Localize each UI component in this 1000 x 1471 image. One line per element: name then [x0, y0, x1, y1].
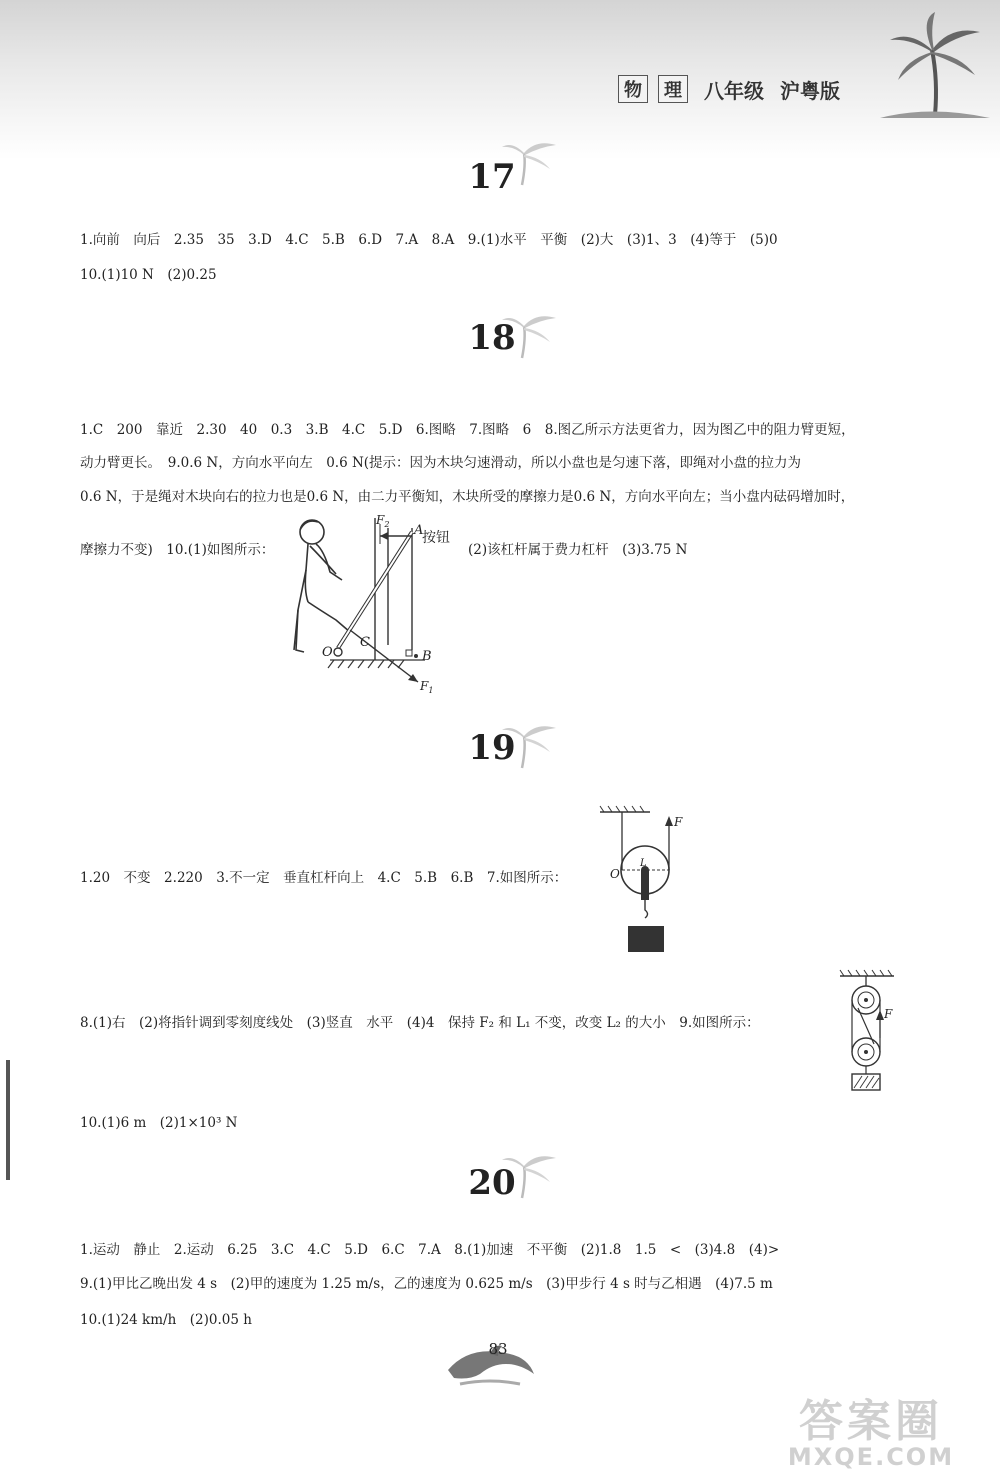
force-label: F: [674, 815, 683, 829]
answer-line: 9.(1)甲比乙晚出发 4 s (2)甲的速度为 1.25 m/s，乙的速度为 0.625 m/s (3)甲步行 4 s 时与乙相遇 (4)7.5 m: [80, 1276, 773, 1292]
button-label: 按钮: [422, 530, 450, 546]
watermark-bottom: MXQE.COM: [787, 1443, 955, 1471]
answer-line: 动力臂更长。 9.0.6 N，方向水平向左 0.6 N(提示：因为木块匀速滑动，所以小盘也是匀速下落，即绳对小盘的拉力为: [80, 455, 802, 471]
point-o-label: O: [322, 645, 333, 660]
answer-line: 1.20 不变 2.220 3.不一定 垂直杠杆向上 4.C 5.B 6.B 7.如图所示：: [80, 870, 568, 886]
section-number: 20: [468, 1163, 516, 1203]
arm-label: L: [640, 858, 647, 869]
person-figure: [294, 520, 350, 652]
answer-line: 8.(1)右 (2)将指针调到零刻度线处 (3)竖直 水平 (4)4 保持 F₂ 和 L₁ 不变，改变 L₂ 的大小 9.如图所示：: [80, 1015, 760, 1031]
answer-line: 0.6 N，于是绳对木块向右的拉力也是0.6 N，由二力平衡知，木块所受的摩擦力是0.6 N，方向水平向左；当小盘内砝码增加时，: [80, 489, 855, 505]
subject-char-box: 物: [618, 75, 648, 103]
answer-line: 10.(1)10 N (2)0.25: [80, 267, 217, 283]
point-a-label: A: [414, 523, 424, 538]
section-number: 18: [468, 318, 516, 358]
answer-line: 1.向前 向后 2.35 35 3.D 4.C 5.B 6.D 7.A 8.A 9.(1)水平 平衡 (2)大 (3)1、3 (4)等于 (5)0: [80, 232, 778, 248]
force-f1-label: $F_1$: [420, 679, 434, 695]
answer-line: 1.运动 静止 2.运动 6.25 3.C 4.C 5.D 6.C 7.A 8.(1)加速 不平衡 (2)1.8 1.5 < (3)4.8 (4)>: [80, 1242, 780, 1258]
palm-tree-icon: [880, 10, 990, 120]
answer-line: 10.(1)6 m (2)1×10³ N: [80, 1115, 238, 1131]
grade-label: 八年级: [704, 78, 764, 103]
watermark-top: 答案圈: [799, 1396, 943, 1447]
watermark: [756, 1385, 986, 1471]
subject-char-box: 理: [658, 75, 688, 103]
answer-line: 摩擦力不变) 10.(1)如图所示：: [80, 542, 275, 558]
section-number: 17: [468, 157, 516, 197]
lever-figure: [280, 510, 470, 700]
pivot-label: O: [610, 867, 620, 881]
ground-hatch: [328, 660, 425, 668]
edition-label: 沪粤版: [780, 78, 840, 103]
page-number: 83: [488, 1340, 508, 1358]
margin-mark: [6, 1060, 10, 1180]
answer-line: (2)该杠杆属于费力杠杆 (3)3.75 N: [468, 542, 688, 558]
point-c-label: C: [360, 635, 370, 650]
section-number: 19: [468, 728, 516, 768]
force-label: F: [884, 1007, 893, 1021]
pulley-figure-9: [838, 968, 898, 1098]
pulley-figure-7: [590, 800, 700, 960]
answer-line: 1.C 200 靠近 2.30 40 0.3 3.B 4.C 5.D 6.图略 7.图略 6 8.图乙所示方法更省力，因为图乙中的阻力臂更短，: [80, 422, 855, 438]
subject-header: [618, 72, 840, 106]
force-f2-label: $F_2$: [376, 513, 390, 529]
answer-line: 10.(1)24 km/h (2)0.05 h: [80, 1312, 252, 1328]
point-b-label: B: [422, 649, 432, 664]
